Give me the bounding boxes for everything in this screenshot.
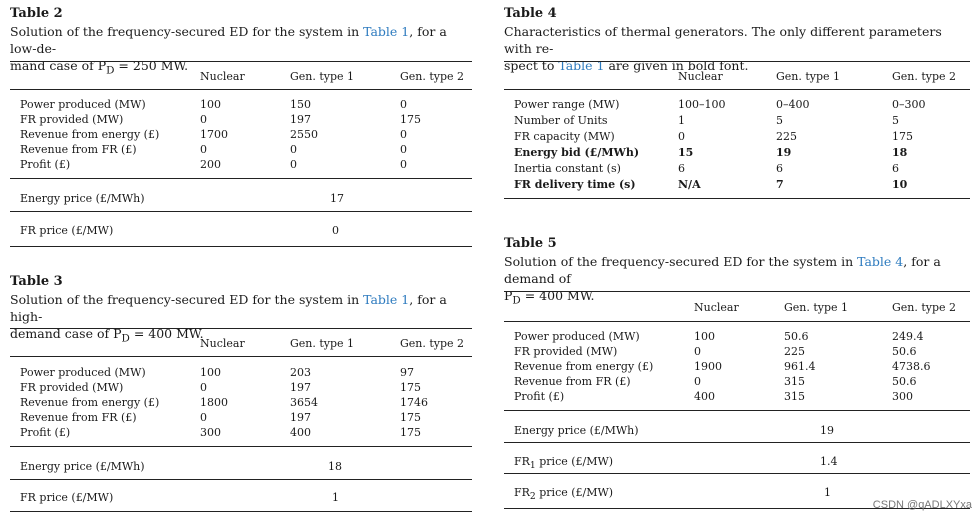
table-cell: 0 — [200, 143, 207, 156]
table-cell: 1800 — [200, 396, 228, 409]
price-label: $FR_1$ price (£/MW) — [514, 455, 614, 472]
top-rule — [504, 291, 970, 292]
row-label: FR provided (MW) — [514, 345, 618, 358]
table-1-link[interactable]: Table 1 — [363, 292, 410, 307]
table-cell: 50.6 — [892, 375, 917, 388]
top-rule — [504, 61, 970, 62]
row-label: FR provided (MW) — [20, 113, 124, 126]
table-cell: 197 — [290, 381, 311, 394]
table-cell: 0 — [694, 345, 701, 358]
table-cell: 19 — [776, 146, 792, 159]
bottom-rule — [504, 198, 970, 199]
bottom-rule — [10, 511, 472, 512]
table-cell: 0 — [678, 130, 685, 143]
table-cell: 175 — [400, 113, 421, 126]
price-label: Energy price (£/MWh) — [20, 460, 145, 473]
row-label: Power range (MW) — [514, 98, 620, 111]
table-cell: 97 — [400, 366, 414, 379]
table-cell: 100 — [694, 330, 715, 343]
table-cell: 200 — [200, 158, 221, 171]
table-cell: 0 — [200, 113, 207, 126]
table-3 — [10, 274, 472, 514]
table-cell: 961.4 — [784, 360, 816, 373]
row-label: Revenue from energy (£) — [20, 396, 160, 409]
row-label: Profit (£) — [20, 158, 71, 171]
column-header: Gen. type 1 — [784, 301, 849, 314]
table-cell: 1746 — [400, 396, 428, 409]
table-title: Table 4 — [504, 6, 557, 21]
price-label: Energy price (£/MWh) — [514, 424, 639, 437]
table-caption: Solution of the frequency-secured ED for the system in Table 4, for a demand of $P_D = 400$ MW. — [504, 254, 941, 307]
row-rule — [10, 178, 472, 179]
row-label: Inertia constant (s) — [514, 162, 621, 175]
table-cell: 0 — [400, 98, 407, 111]
table-cell: 175 — [400, 426, 421, 439]
row-label: Number of Units — [514, 114, 608, 127]
table-title: Table 2 — [10, 6, 63, 21]
watermark: CSDN @qADLXYxa — [872, 499, 972, 511]
table-cell: 0 — [400, 128, 407, 141]
table-5 — [504, 236, 970, 516]
table-title: Table 3 — [10, 274, 63, 289]
table-cell: 315 — [784, 390, 805, 403]
price-value: 1 — [824, 486, 831, 499]
table-4-link[interactable]: Table 4 — [857, 254, 904, 269]
table-1-link[interactable]: Table 1 — [363, 24, 410, 39]
table-4 — [504, 6, 970, 206]
table-cell: 249.4 — [892, 330, 924, 343]
row-label: Profit (£) — [20, 426, 71, 439]
price-label: FR price (£/MW) — [20, 491, 114, 504]
row-label: FR provided (MW) — [20, 381, 124, 394]
table-title: Table 5 — [504, 236, 557, 251]
table-cell: 300 — [200, 426, 221, 439]
table-cell: 6 — [776, 162, 783, 175]
header-rule — [10, 356, 472, 357]
table-cell: 6 — [892, 162, 899, 175]
column-header: Nuclear — [200, 337, 245, 350]
table-2 — [10, 6, 472, 251]
row-rule — [504, 442, 970, 443]
row-label: Revenue from FR (£) — [20, 143, 137, 156]
row-label: Power produced (MW) — [20, 98, 146, 111]
price-label: FR price (£/MW) — [20, 224, 114, 237]
table-cell: 100 — [200, 366, 221, 379]
table-cell: 0 — [200, 411, 207, 424]
table-cell: 100 — [200, 98, 221, 111]
column-header: Gen. type 1 — [290, 337, 355, 350]
row-label: Energy bid (£/MWh) — [514, 146, 640, 159]
table-cell: 0–300 — [892, 98, 926, 111]
row-rule — [10, 479, 472, 480]
row-label: Revenue from FR (£) — [514, 375, 631, 388]
column-header: Gen. type 2 — [892, 301, 957, 314]
price-value: 19 — [820, 424, 834, 437]
table-cell: 175 — [400, 381, 421, 394]
table-cell: 150 — [290, 98, 311, 111]
table-cell: 10 — [892, 178, 908, 191]
header-rule — [10, 89, 472, 90]
price-label: $FR_2$ price (£/MW) — [514, 486, 614, 503]
table-cell: 0 — [400, 158, 407, 171]
table-cell: 6 — [678, 162, 685, 175]
row-rule — [504, 473, 970, 474]
table-cell: 4738.6 — [892, 360, 931, 373]
column-header: Gen. type 2 — [400, 337, 465, 350]
price-value: 1.4 — [820, 455, 838, 468]
table-caption: Solution of the frequency-secured ED for the system in Table 1, for a low-de- mand case of $P_D = 250$ MW. — [10, 24, 447, 77]
price-value: 0 — [332, 224, 339, 237]
table-cell: 50.6 — [784, 330, 809, 343]
bottom-rule — [10, 246, 472, 247]
table-cell: 2550 — [290, 128, 318, 141]
table-cell: 400 — [290, 426, 311, 439]
table-cell: 5 — [776, 114, 783, 127]
table-cell: N/A — [678, 178, 701, 191]
table-caption: Solution of the frequency-secured ED for the system in Table 1, for a high- demand case of $P_D = 400$ MW. — [10, 292, 447, 345]
column-header: Nuclear — [200, 70, 245, 83]
table-cell: 5 — [892, 114, 899, 127]
header-rule — [504, 89, 970, 90]
row-rule — [10, 211, 472, 212]
price-value: 17 — [330, 192, 344, 205]
table-cell: 0 — [694, 375, 701, 388]
row-label: Revenue from FR (£) — [20, 411, 137, 424]
row-label: FR delivery time (s) — [514, 178, 636, 191]
table-cell: 100–100 — [678, 98, 726, 111]
table-cell: 0 — [200, 381, 207, 394]
table-cell: 18 — [892, 146, 908, 159]
row-rule — [504, 410, 970, 411]
price-label: Energy price (£/MWh) — [20, 192, 145, 205]
table-cell: 1 — [678, 114, 685, 127]
price-value: 18 — [328, 460, 342, 473]
table-cell: 3654 — [290, 396, 318, 409]
table-cell: 197 — [290, 113, 311, 126]
table-cell: 7 — [776, 178, 784, 191]
row-label: Power produced (MW) — [514, 330, 640, 343]
table-cell: 225 — [776, 130, 797, 143]
table-cell: 15 — [678, 146, 694, 159]
table-caption: Characteristics of thermal generators. The only different parameters with re- spect to Table 1 are given in bold font. — [504, 24, 942, 73]
column-header: Gen. type 2 — [400, 70, 465, 83]
table-cell: 0 — [290, 158, 297, 171]
price-value: 1 — [332, 491, 339, 504]
table-cell: 0–400 — [776, 98, 810, 111]
table-cell: 203 — [290, 366, 311, 379]
table-cell: 315 — [784, 375, 805, 388]
row-rule — [10, 446, 472, 447]
table-cell: 0 — [400, 143, 407, 156]
column-header: Nuclear — [678, 70, 723, 83]
table-cell: 50.6 — [892, 345, 917, 358]
table-1-link[interactable]: Table 1 — [558, 58, 605, 73]
table-cell: 175 — [400, 411, 421, 424]
table-cell: 300 — [892, 390, 913, 403]
top-rule — [10, 61, 472, 62]
table-cell: 175 — [892, 130, 913, 143]
column-header: Gen. type 1 — [290, 70, 355, 83]
table-cell: 1700 — [200, 128, 228, 141]
table-cell: 1900 — [694, 360, 722, 373]
row-label: Revenue from energy (£) — [514, 360, 654, 373]
table-cell: 400 — [694, 390, 715, 403]
row-label: Revenue from energy (£) — [20, 128, 160, 141]
row-label: Profit (£) — [514, 390, 565, 403]
header-rule — [504, 321, 970, 322]
row-label: FR capacity (MW) — [514, 130, 615, 143]
column-header: Gen. type 2 — [892, 70, 957, 83]
table-cell: 225 — [784, 345, 805, 358]
table-cell: 197 — [290, 411, 311, 424]
row-label: Power produced (MW) — [20, 366, 146, 379]
table-cell: 0 — [290, 143, 297, 156]
top-rule — [10, 328, 472, 329]
column-header: Gen. type 1 — [776, 70, 841, 83]
column-header: Nuclear — [694, 301, 739, 314]
